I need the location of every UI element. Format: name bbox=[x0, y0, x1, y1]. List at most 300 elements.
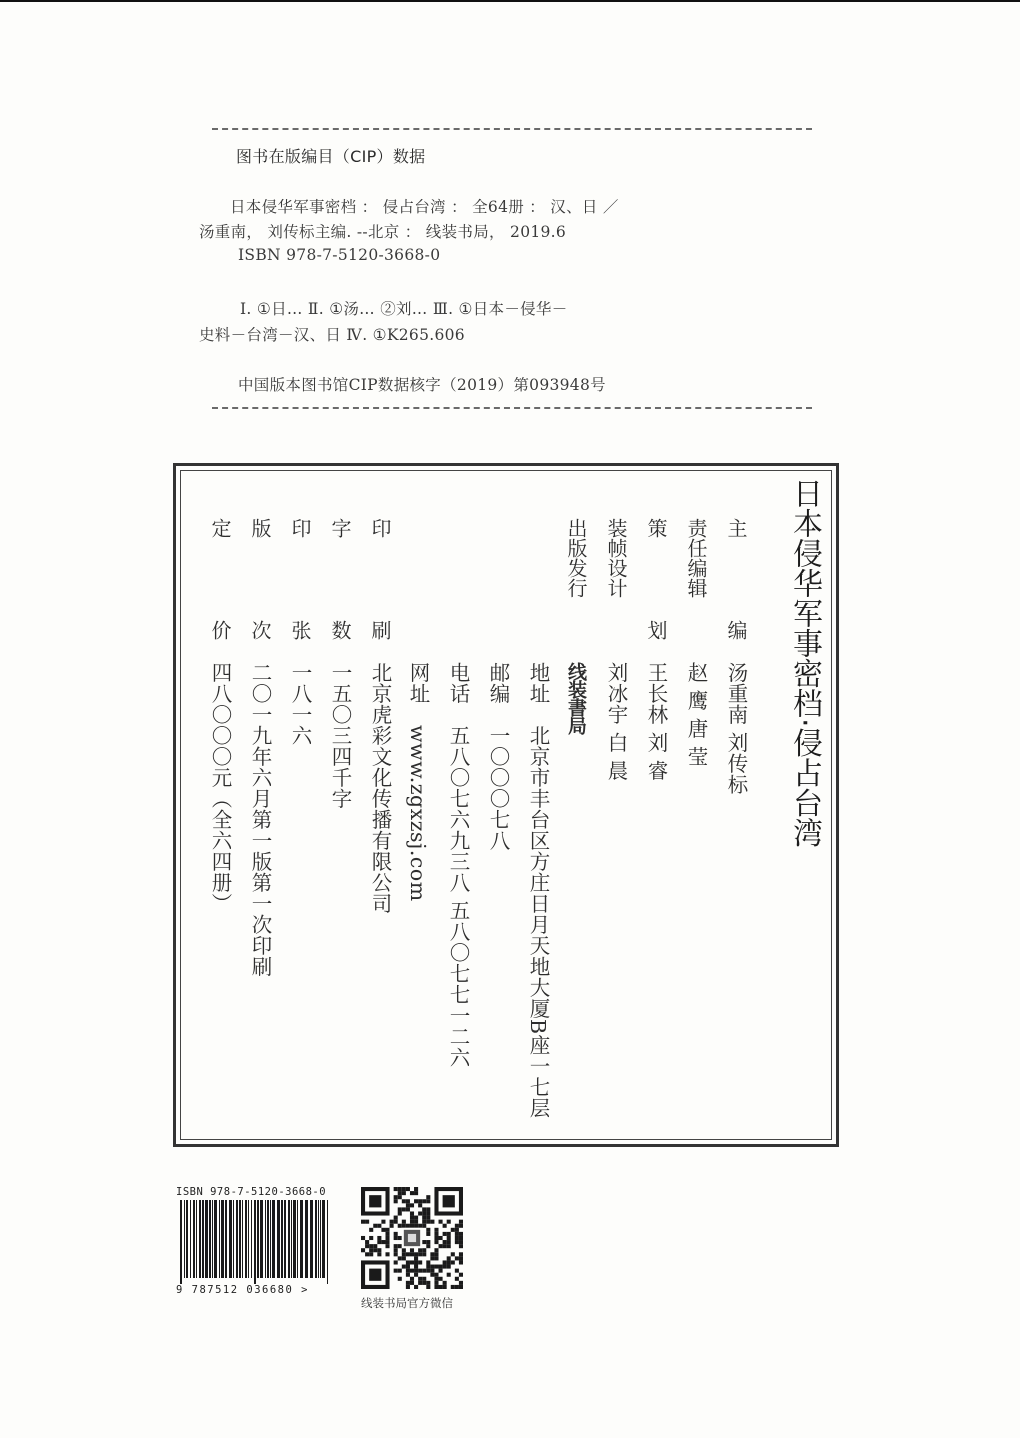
top-border-line bbox=[0, 0, 1020, 2]
qr-module bbox=[422, 1199, 426, 1203]
qr-module bbox=[402, 1248, 406, 1252]
qr-module bbox=[459, 1256, 463, 1260]
qr-module bbox=[406, 1269, 410, 1273]
qr-module bbox=[418, 1260, 422, 1264]
qr-module bbox=[455, 1277, 459, 1281]
qr-module bbox=[365, 1244, 369, 1248]
qr-module bbox=[390, 1224, 394, 1228]
barcode-digits: 9 787512 036680 > bbox=[176, 1284, 309, 1296]
qr-module bbox=[414, 1269, 418, 1273]
qr-module bbox=[398, 1207, 402, 1211]
barcode-bar bbox=[233, 1200, 234, 1278]
cip-verification-number: 中国版本图书馆CIP数据核字（2019）第093948号 bbox=[238, 376, 606, 394]
barcode-bar bbox=[305, 1200, 308, 1278]
qr-module bbox=[406, 1203, 410, 1207]
qr-module bbox=[398, 1211, 402, 1215]
qr-module bbox=[434, 1273, 438, 1277]
qr-module bbox=[410, 1248, 414, 1252]
value-responsible-editor: 赵 鹰 唐 莹 bbox=[684, 662, 708, 768]
qr-module bbox=[381, 1220, 385, 1224]
qr-module bbox=[394, 1244, 398, 1248]
qr-module bbox=[406, 1285, 410, 1289]
qr-module bbox=[455, 1224, 459, 1228]
qr-module bbox=[406, 1260, 410, 1264]
qr-module bbox=[402, 1207, 406, 1211]
barcode-bar bbox=[212, 1200, 213, 1278]
barcode-bar bbox=[202, 1200, 204, 1278]
qr-module bbox=[394, 1216, 398, 1220]
qr-module bbox=[361, 1220, 365, 1224]
qr-module bbox=[426, 1285, 430, 1289]
qr-module bbox=[418, 1252, 422, 1256]
barcode-bar bbox=[190, 1200, 191, 1278]
qr-module bbox=[434, 1252, 438, 1256]
qr-module bbox=[459, 1220, 463, 1224]
value-word-count: 一五〇三四千字 bbox=[328, 662, 352, 809]
isbn-barcode bbox=[176, 1186, 336, 1304]
qr-module bbox=[447, 1265, 451, 1269]
qr-module bbox=[459, 1273, 463, 1277]
qr-module bbox=[455, 1240, 459, 1244]
qr-module bbox=[426, 1211, 430, 1215]
barcode-bar bbox=[265, 1200, 266, 1278]
qr-module bbox=[414, 1224, 418, 1228]
qr-module bbox=[385, 1240, 389, 1244]
label-price: 定价 bbox=[208, 518, 232, 640]
qr-module bbox=[426, 1232, 430, 1236]
barcode-bar bbox=[239, 1200, 241, 1278]
qr-module bbox=[439, 1285, 443, 1289]
qr-module bbox=[414, 1256, 418, 1260]
label-website: 网址 bbox=[406, 662, 430, 704]
qr-module bbox=[418, 1203, 422, 1207]
barcode-bar bbox=[186, 1200, 188, 1278]
qr-module bbox=[434, 1265, 438, 1269]
qr-module bbox=[443, 1244, 447, 1248]
qr-module bbox=[455, 1232, 459, 1236]
qr-module bbox=[459, 1244, 463, 1248]
qr-module bbox=[451, 1260, 455, 1264]
qr-module bbox=[408, 1234, 416, 1242]
label-responsible-editor: 责任编辑 bbox=[684, 518, 708, 598]
qr-module bbox=[402, 1191, 406, 1195]
address-column bbox=[526, 662, 550, 1119]
qr-module bbox=[434, 1256, 438, 1260]
qr-module bbox=[410, 1277, 414, 1281]
label-printer: 印刷 bbox=[368, 518, 392, 640]
qr-module bbox=[365, 1240, 369, 1244]
qr-module bbox=[406, 1281, 410, 1285]
qr-module bbox=[426, 1220, 430, 1224]
barcode-bar bbox=[267, 1200, 269, 1278]
cip-classification-line-1: Ⅰ. ①日… Ⅱ. ①汤… ②刘… Ⅲ. ①日本－侵华－ bbox=[240, 300, 568, 318]
qr-module bbox=[369, 1252, 373, 1256]
qr-module bbox=[394, 1260, 398, 1264]
value-address: 北京市丰台区方庄日月天地大厦B座一七层 bbox=[526, 725, 550, 1119]
qr-module bbox=[434, 1277, 438, 1281]
qr-module bbox=[459, 1224, 463, 1228]
wechat-qr-code-icon bbox=[361, 1187, 463, 1289]
barcode-bar bbox=[284, 1200, 286, 1278]
qr-module bbox=[434, 1228, 438, 1232]
qr-module bbox=[365, 1220, 369, 1224]
qr-module bbox=[426, 1269, 430, 1273]
qr-module bbox=[369, 1269, 381, 1281]
barcode-isbn-text: ISBN 978-7-5120-3668-0 bbox=[176, 1186, 327, 1198]
qr-module bbox=[414, 1216, 418, 1220]
qr-module bbox=[406, 1207, 410, 1211]
qr-module bbox=[381, 1228, 385, 1232]
qr-module bbox=[418, 1199, 422, 1203]
qr-module bbox=[455, 1228, 459, 1232]
colophon-book-title: 日本侵华军事密档·侵占台湾 bbox=[787, 478, 822, 848]
qr-module bbox=[394, 1187, 398, 1191]
barcode-bars-icon bbox=[180, 1200, 330, 1284]
qr-module bbox=[439, 1220, 443, 1224]
barcode-bar bbox=[196, 1200, 197, 1278]
qr-module bbox=[439, 1269, 443, 1273]
qr-module bbox=[434, 1232, 438, 1236]
qr-module bbox=[418, 1224, 422, 1228]
barcode-bar bbox=[322, 1200, 325, 1278]
barcode-bar bbox=[260, 1200, 263, 1278]
qr-module bbox=[426, 1216, 430, 1220]
qr-module bbox=[430, 1256, 434, 1260]
qr-module bbox=[394, 1252, 398, 1256]
qr-module bbox=[394, 1269, 398, 1273]
barcode-bar bbox=[272, 1200, 275, 1278]
barcode-bar bbox=[327, 1200, 328, 1284]
barcode-bar bbox=[193, 1200, 195, 1278]
qr-module bbox=[369, 1236, 373, 1240]
value-publisher bbox=[564, 662, 588, 734]
barcode-bar bbox=[221, 1200, 224, 1278]
qr-module bbox=[434, 1236, 438, 1240]
cip-bottom-dashed-rule bbox=[212, 407, 812, 409]
qr-module bbox=[414, 1187, 418, 1191]
qr-module bbox=[459, 1285, 463, 1289]
barcode-bar bbox=[236, 1200, 238, 1278]
qr-module bbox=[410, 1220, 414, 1224]
barcode-bar bbox=[214, 1200, 217, 1278]
barcode-bar bbox=[318, 1200, 319, 1278]
label-planning: 策划 bbox=[644, 518, 668, 640]
barcode-bar bbox=[270, 1200, 271, 1278]
qr-module bbox=[459, 1232, 463, 1236]
qr-module bbox=[406, 1252, 410, 1256]
qr-module bbox=[447, 1236, 451, 1240]
qr-module bbox=[414, 1265, 418, 1269]
phone-column bbox=[446, 662, 470, 1068]
qr-module bbox=[402, 1256, 406, 1260]
qr-module bbox=[418, 1211, 422, 1215]
qr-module bbox=[410, 1216, 414, 1220]
postcode-column bbox=[486, 662, 510, 851]
qr-module bbox=[377, 1240, 381, 1244]
qr-module bbox=[426, 1207, 430, 1211]
cip-top-dashed-rule bbox=[212, 128, 812, 130]
qr-module bbox=[422, 1248, 426, 1252]
qr-module bbox=[402, 1220, 406, 1224]
barcode-bar bbox=[281, 1200, 283, 1278]
qr-module bbox=[414, 1199, 418, 1203]
qr-module bbox=[430, 1273, 434, 1277]
label-address: 地址 bbox=[526, 662, 550, 704]
qr-module bbox=[459, 1236, 463, 1240]
qr-module bbox=[410, 1203, 414, 1207]
qr-module bbox=[394, 1248, 398, 1252]
qr-module bbox=[434, 1248, 438, 1252]
barcode-bar bbox=[242, 1200, 243, 1278]
qr-module bbox=[398, 1244, 402, 1248]
cip-classification-line-2: 史料－台湾－汉、日 Ⅳ. ①K265.606 bbox=[199, 326, 465, 344]
label-binding-design: 装帧设计 bbox=[604, 518, 628, 598]
qr-module bbox=[373, 1248, 377, 1252]
qr-module bbox=[439, 1277, 443, 1281]
publisher-logo: 线装書局 bbox=[565, 662, 587, 734]
qr-module bbox=[418, 1277, 422, 1281]
qr-module bbox=[451, 1252, 455, 1256]
qr-module bbox=[410, 1269, 414, 1273]
qr-module bbox=[373, 1224, 377, 1228]
barcode-bar bbox=[219, 1200, 220, 1278]
qr-module bbox=[402, 1199, 406, 1203]
qr-module bbox=[398, 1277, 402, 1281]
qr-module bbox=[430, 1269, 434, 1273]
qr-module bbox=[410, 1252, 414, 1256]
qr-module bbox=[410, 1224, 414, 1228]
qr-module bbox=[434, 1285, 438, 1289]
value-chief-editor: 汤重南 刘传标 bbox=[724, 662, 748, 796]
barcode-bar bbox=[199, 1200, 201, 1278]
qr-module bbox=[430, 1252, 434, 1256]
qr-module bbox=[459, 1260, 463, 1264]
barcode-bar bbox=[291, 1200, 292, 1278]
qr-module bbox=[414, 1273, 418, 1277]
label-sheets: 印张 bbox=[288, 518, 312, 640]
qr-module bbox=[385, 1244, 389, 1248]
qr-module bbox=[426, 1195, 430, 1199]
qr-module bbox=[434, 1281, 438, 1285]
barcode-bar bbox=[277, 1200, 280, 1278]
qr-module bbox=[422, 1240, 426, 1244]
qr-module bbox=[414, 1252, 418, 1256]
qr-module bbox=[414, 1191, 418, 1195]
qr-module bbox=[422, 1252, 426, 1256]
barcode-bar bbox=[288, 1200, 290, 1278]
qr-module bbox=[394, 1199, 398, 1203]
qr-module bbox=[447, 1232, 451, 1236]
qr-module bbox=[443, 1232, 447, 1236]
barcode-bar bbox=[180, 1200, 182, 1284]
qr-module bbox=[373, 1244, 377, 1248]
qr-module bbox=[414, 1260, 418, 1264]
qr-caption: 线装书局官方微信 bbox=[361, 1296, 453, 1310]
qr-module bbox=[369, 1244, 373, 1248]
qr-module bbox=[381, 1240, 385, 1244]
value-sheets: 一八一六 bbox=[288, 662, 312, 746]
qr-module bbox=[398, 1195, 402, 1199]
value-postcode: 一〇〇〇七八 bbox=[486, 725, 510, 851]
qr-module bbox=[459, 1281, 463, 1285]
qr-module bbox=[439, 1244, 443, 1248]
qr-module bbox=[385, 1228, 389, 1232]
qr-module bbox=[398, 1236, 402, 1240]
qr-module bbox=[426, 1260, 430, 1264]
label-chief-editor: 主编 bbox=[724, 518, 748, 640]
qr-module bbox=[410, 1260, 414, 1264]
qr-module bbox=[443, 1224, 447, 1228]
qr-module bbox=[426, 1228, 430, 1232]
label-edition: 版次 bbox=[248, 518, 272, 640]
value-website: www.zgxzsj.com bbox=[406, 725, 430, 902]
cip-title-line: 日本侵华军事密档 ： 侵占台湾 ： 全64册 ： 汉、日 ／ bbox=[230, 198, 619, 216]
qr-module bbox=[451, 1285, 455, 1289]
qr-module bbox=[369, 1248, 373, 1252]
qr-module bbox=[414, 1285, 418, 1289]
qr-module bbox=[422, 1207, 426, 1211]
qr-module bbox=[377, 1252, 381, 1256]
qr-module bbox=[426, 1240, 430, 1244]
qr-module bbox=[443, 1260, 447, 1264]
qr-module bbox=[430, 1220, 434, 1224]
barcode-bar bbox=[184, 1200, 185, 1278]
barcode-bar bbox=[300, 1200, 303, 1278]
qr-module bbox=[422, 1224, 426, 1228]
qr-module bbox=[422, 1277, 426, 1281]
qr-module bbox=[398, 1269, 402, 1273]
value-printer: 北京虎彩文化传播有限公司 bbox=[368, 662, 392, 914]
barcode-bar bbox=[245, 1200, 247, 1278]
barcode-bar bbox=[209, 1200, 211, 1278]
barcode-bar bbox=[297, 1200, 298, 1278]
qr-module bbox=[447, 1256, 451, 1260]
qr-module bbox=[394, 1220, 398, 1224]
qr-module bbox=[434, 1240, 438, 1244]
qr-module bbox=[418, 1269, 422, 1273]
barcode-bar bbox=[205, 1200, 208, 1278]
qr-module bbox=[398, 1224, 402, 1228]
qr-module bbox=[410, 1281, 414, 1285]
qr-module bbox=[361, 1248, 365, 1252]
qr-module bbox=[369, 1228, 373, 1232]
qr-module bbox=[447, 1220, 451, 1224]
qr-module bbox=[426, 1265, 430, 1269]
label-publisher: 出版发行 bbox=[564, 518, 588, 598]
qr-module bbox=[439, 1236, 443, 1240]
qr-module bbox=[377, 1236, 381, 1240]
barcode-bar bbox=[248, 1200, 249, 1278]
qr-module bbox=[398, 1256, 402, 1260]
qr-module bbox=[443, 1285, 447, 1289]
qr-module bbox=[422, 1281, 426, 1285]
label-phone: 电话 bbox=[446, 662, 470, 704]
qr-module bbox=[398, 1191, 402, 1195]
qr-module bbox=[406, 1224, 410, 1228]
qr-module bbox=[418, 1281, 422, 1285]
qr-module bbox=[402, 1224, 406, 1228]
barcode-bar bbox=[315, 1200, 317, 1278]
qr-module bbox=[447, 1240, 451, 1244]
label-word-count: 字数 bbox=[328, 518, 352, 640]
qr-module bbox=[426, 1199, 430, 1203]
barcode-bar bbox=[251, 1200, 252, 1278]
barcode-bar bbox=[229, 1200, 232, 1278]
qr-module bbox=[459, 1240, 463, 1244]
qr-module bbox=[455, 1256, 459, 1260]
qr-module bbox=[447, 1273, 451, 1277]
value-price: 四八〇〇〇元（全六四册） bbox=[208, 662, 232, 914]
qr-module bbox=[390, 1220, 394, 1224]
qr-module bbox=[410, 1211, 414, 1215]
qr-module bbox=[443, 1195, 455, 1207]
qr-module bbox=[385, 1232, 389, 1236]
qr-module bbox=[443, 1240, 447, 1244]
qr-module bbox=[385, 1236, 389, 1240]
qr-module bbox=[459, 1252, 463, 1256]
qr-module bbox=[406, 1273, 410, 1277]
value-phone: 五八〇七六九三八 五八〇七七一二六 bbox=[446, 725, 470, 1069]
qr-module bbox=[377, 1224, 381, 1228]
qr-module bbox=[447, 1244, 451, 1248]
barcode-bar bbox=[257, 1200, 259, 1278]
qr-module bbox=[418, 1248, 422, 1252]
qr-module bbox=[406, 1265, 410, 1269]
qr-module bbox=[451, 1228, 455, 1232]
qr-module bbox=[385, 1252, 389, 1256]
cip-heading: 图书在版编目（CIP）数据 bbox=[236, 147, 426, 166]
cip-author-line: 汤重南， 刘传标主编. --北京 ： 线装书局， 2019.6 bbox=[199, 223, 567, 241]
qr-module bbox=[426, 1281, 430, 1285]
qr-module bbox=[422, 1220, 426, 1224]
qr-module bbox=[422, 1269, 426, 1273]
qr-module bbox=[402, 1187, 406, 1191]
qr-module bbox=[426, 1244, 430, 1248]
qr-module bbox=[422, 1211, 426, 1215]
qr-module bbox=[394, 1195, 398, 1199]
barcode-bar bbox=[254, 1200, 256, 1284]
label-postcode: 邮编 bbox=[486, 662, 510, 704]
qr-module bbox=[455, 1269, 459, 1273]
barcode-bar bbox=[310, 1200, 313, 1278]
qr-module bbox=[406, 1199, 410, 1203]
qr-module bbox=[402, 1265, 406, 1269]
value-edition: 二〇一九年六月第一版第一次印刷 bbox=[248, 662, 272, 977]
qr-module bbox=[394, 1232, 398, 1236]
qr-module bbox=[402, 1252, 406, 1256]
barcode-bar bbox=[320, 1200, 321, 1278]
qr-module bbox=[422, 1216, 426, 1220]
qr-module bbox=[377, 1248, 381, 1252]
qr-module bbox=[439, 1265, 443, 1269]
qr-module bbox=[398, 1187, 402, 1191]
qr-module bbox=[406, 1187, 410, 1191]
qr-module bbox=[410, 1191, 414, 1195]
value-planning: 王长林 刘 睿 bbox=[644, 662, 668, 782]
cip-isbn: ISBN 978-7-5120-3668-0 bbox=[238, 246, 441, 264]
qr-module bbox=[394, 1236, 398, 1240]
barcode-bar bbox=[293, 1200, 296, 1278]
qr-module bbox=[455, 1285, 459, 1289]
qr-module bbox=[447, 1260, 451, 1264]
qr-module bbox=[361, 1236, 365, 1240]
qr-module bbox=[414, 1220, 418, 1224]
value-binding-design: 刘冰宇 白 晨 bbox=[604, 662, 628, 782]
qr-module bbox=[443, 1281, 447, 1285]
barcode-bar bbox=[225, 1200, 227, 1278]
qr-module bbox=[365, 1252, 369, 1256]
qr-module bbox=[443, 1265, 447, 1269]
